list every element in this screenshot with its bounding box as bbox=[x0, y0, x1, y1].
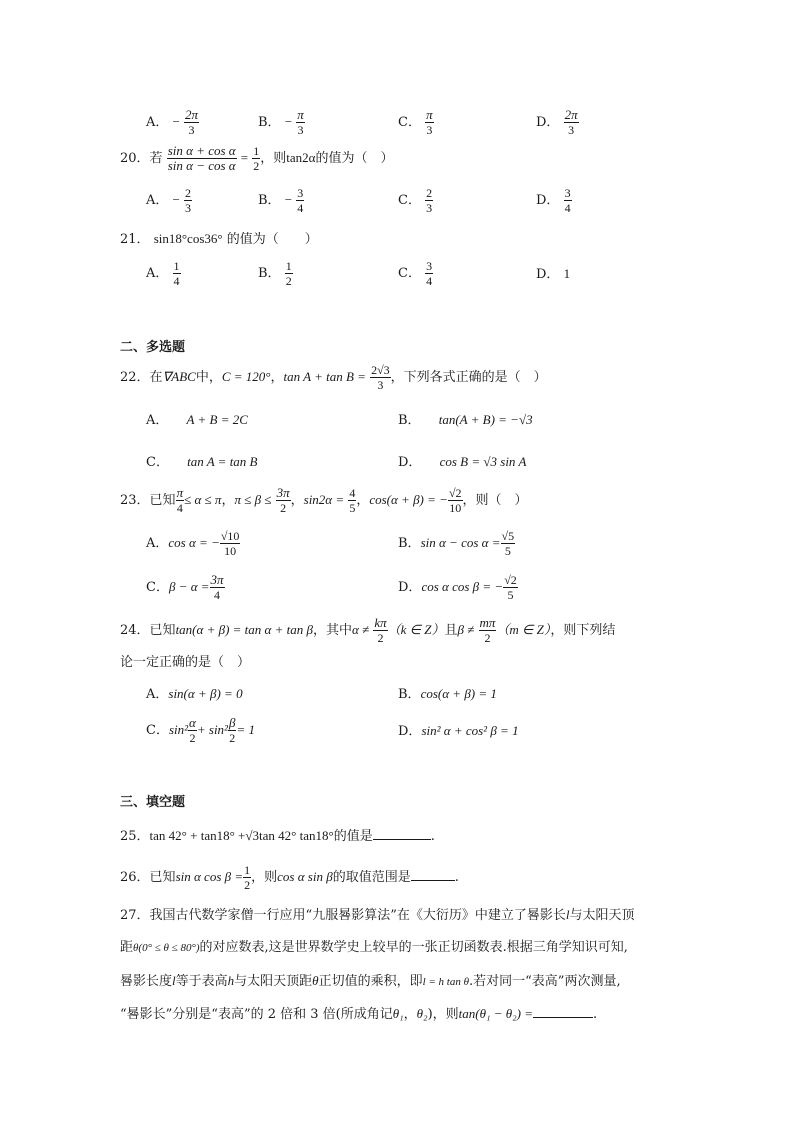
fraction: $\frac{2}{3}$ bbox=[185, 186, 192, 215]
q23-option-b[interactable]: B．sin α − cos α = $\frac{√5}{5}$ bbox=[398, 529, 515, 558]
answer-blank[interactable] bbox=[373, 839, 431, 840]
fraction: $\frac{1}{2}$ bbox=[244, 863, 251, 892]
fraction: $\frac{√5}{5}$ bbox=[501, 529, 515, 558]
q19-option-a[interactable]: A． − $\frac{2\pi}{3}$ bbox=[146, 107, 199, 137]
fraction: $\frac{3}{4}$ bbox=[297, 186, 304, 215]
fraction: $\frac{1}{2}$ bbox=[253, 144, 260, 173]
answer-blank[interactable] bbox=[533, 1017, 593, 1018]
fraction: $\frac{k\pi}{2}$ bbox=[374, 615, 387, 645]
fraction: $\frac{\beta}{2}$ bbox=[228, 715, 236, 745]
section-title-multiple-choice: 二、多选题 bbox=[120, 340, 186, 355]
q21-option-a[interactable]: A． $\frac{1}{4}$ bbox=[146, 259, 180, 288]
q23-option-d[interactable]: D．cos α cos β = − $\frac{√2}{5}$ bbox=[398, 573, 517, 602]
q25-stem: 25．tan 42° + tan18° +√3tan 42° tan18°的值是 . bbox=[120, 828, 435, 844]
q23-option-c[interactable]: C．β − α = $\frac{3\pi}{4}$ bbox=[146, 572, 224, 602]
q24-option-a[interactable]: A．sin(α + β) = 0 bbox=[146, 686, 243, 702]
q20-option-b[interactable]: B． − $\frac{3}{4}$ bbox=[258, 186, 304, 215]
fraction: $\frac{3\pi}{4}$ bbox=[210, 572, 224, 602]
fraction: $\frac{1}{2}$ bbox=[285, 259, 292, 288]
q27-line3: 晷影长度l等于表高h与太阳天顶距θ正切值的乘积，即l = h tan θ.若对同一“表高”两次测量, bbox=[120, 973, 621, 989]
q27-line4: “晷影长”分别是“表高”的 2 倍和 3 倍(所成角记θ₁，θ₂)，则tan(θ₁ − θ₂) = . bbox=[120, 1006, 598, 1022]
answer-blank[interactable] bbox=[411, 880, 455, 881]
fraction: $\frac{2}{3}$ bbox=[426, 186, 433, 215]
fraction: $\frac{m\pi}{2}$ bbox=[479, 615, 496, 645]
q22-option-a[interactable]: A． A + B = 2C bbox=[146, 412, 248, 428]
fraction: $\frac{3}{4}$ bbox=[426, 259, 433, 288]
q24-option-d[interactable]: D．sin² α + cos² β = 1 bbox=[398, 723, 519, 739]
q19-option-c[interactable]: C． $\frac{\pi}{3}$ bbox=[398, 107, 433, 137]
fraction: $\frac{\text{sin α + cos α}}{\text{sin α − cos α}}$ bbox=[167, 143, 236, 173]
q23-stem: 23．已知 $\frac{\pi}{4}$ ≤ α ≤ π，π ≤ β ≤ $\frac{3\pi}{2}$ ，sin2α = $\frac{4}{5}$ ，cos(α + β) = − $\frac{√2}{10}$ ，则（ ） bbox=[120, 485, 528, 515]
q21-option-d[interactable]: D． 1 bbox=[536, 266, 571, 282]
q19-option-b[interactable]: B． − $\frac{\pi}{3}$ bbox=[258, 107, 304, 137]
fraction: $\frac{√10}{10}$ bbox=[220, 529, 240, 558]
fraction: $\frac{4}{5}$ bbox=[349, 486, 356, 515]
fraction: $\frac{3}{4}$ bbox=[564, 186, 571, 215]
q22-stem: 22．在∇ABC中，C = 120°，tan A + tan B = $\frac{2√3}{3}$ ，下列各式正确的是（ ） bbox=[120, 363, 547, 392]
q21-option-b[interactable]: B． $\frac{1}{2}$ bbox=[258, 259, 292, 288]
q20-stem: 20．若 $\frac{\text{sin α + cos α}}{\text{sin α − cos α}}$ = $\frac{1}{2}$ ，则tan2α的值为（ ） bbox=[120, 143, 394, 173]
q22-option-b[interactable]: B． tan(A + B) = −√3 bbox=[398, 412, 533, 428]
fraction: $\frac{\pi}{3}$ bbox=[297, 107, 304, 137]
q20-option-a[interactable]: A． − $\frac{2}{3}$ bbox=[146, 186, 192, 215]
fraction: $\frac{1}{4}$ bbox=[173, 259, 180, 288]
fraction: $\frac{3\pi}{2}$ bbox=[276, 485, 290, 515]
q20-option-c[interactable]: C． $\frac{2}{3}$ bbox=[398, 186, 433, 215]
fraction: $\frac{√2}{5}$ bbox=[504, 573, 517, 602]
fraction: $\frac{\alpha}{2}$ bbox=[189, 715, 196, 745]
q21-option-c[interactable]: C． $\frac{3}{4}$ bbox=[398, 259, 433, 288]
fraction: $\frac{2\pi}{3}$ bbox=[185, 107, 199, 137]
fraction: $\frac{2√3}{3}$ bbox=[371, 363, 390, 392]
q26-stem: 26．已知sin α cos β = $\frac{1}{2}$ ，则cos α sin β的取值范围是 . bbox=[120, 863, 459, 892]
fraction: $\frac{2\pi}{3}$ bbox=[564, 107, 578, 137]
q19-option-d[interactable]: D． $\frac{2\pi}{3}$ bbox=[536, 107, 578, 137]
fraction: $\frac{\pi}{4}$ bbox=[176, 485, 184, 515]
q21-stem: 21． sin18°cos36° 的值为（ ） bbox=[120, 231, 318, 247]
q24-stem-line2: 论一定正确的是（ ） bbox=[120, 655, 251, 670]
section-title-fill-in: 三、填空题 bbox=[120, 795, 186, 810]
fraction: $\frac{\pi}{3}$ bbox=[426, 107, 433, 137]
q27-line1: 27．我国古代数学家僧一行应用“九服晷影算法”在《大衍历》中建立了晷影长l与太阳天顶 bbox=[120, 907, 635, 923]
q23-option-a[interactable]: A．cos α = − $\frac{√10}{10}$ bbox=[146, 529, 240, 558]
q24-stem: 24．已知tan(α + β) = tan α + tan β，其中α ≠ $\frac{k\pi}{2}$ （k ∈ Z）且β ≠ $\frac{m\pi}{2}$ （m ∈ Z），则下列结 bbox=[120, 615, 616, 645]
q22-option-c[interactable]: C． tan A = tan B bbox=[146, 454, 258, 470]
fraction: $\frac{√2}{10}$ bbox=[448, 486, 462, 515]
q24-option-b[interactable]: B．cos(α + β) = 1 bbox=[398, 686, 497, 702]
q27-line2: 距θ(0° ≤ θ ≤ 80°)的对应数表,这是世界数学史上较早的一张正切函数表.根据三角学知识可知, bbox=[120, 940, 628, 955]
q24-option-c[interactable]: C．sin² $\frac{\alpha}{2}$ + sin² $\frac{\beta}{2}$ = 1 bbox=[146, 715, 255, 745]
q20-option-d[interactable]: D． $\frac{3}{4}$ bbox=[536, 186, 571, 215]
q22-option-d[interactable]: D． cos B = √3 sin A bbox=[398, 454, 527, 470]
